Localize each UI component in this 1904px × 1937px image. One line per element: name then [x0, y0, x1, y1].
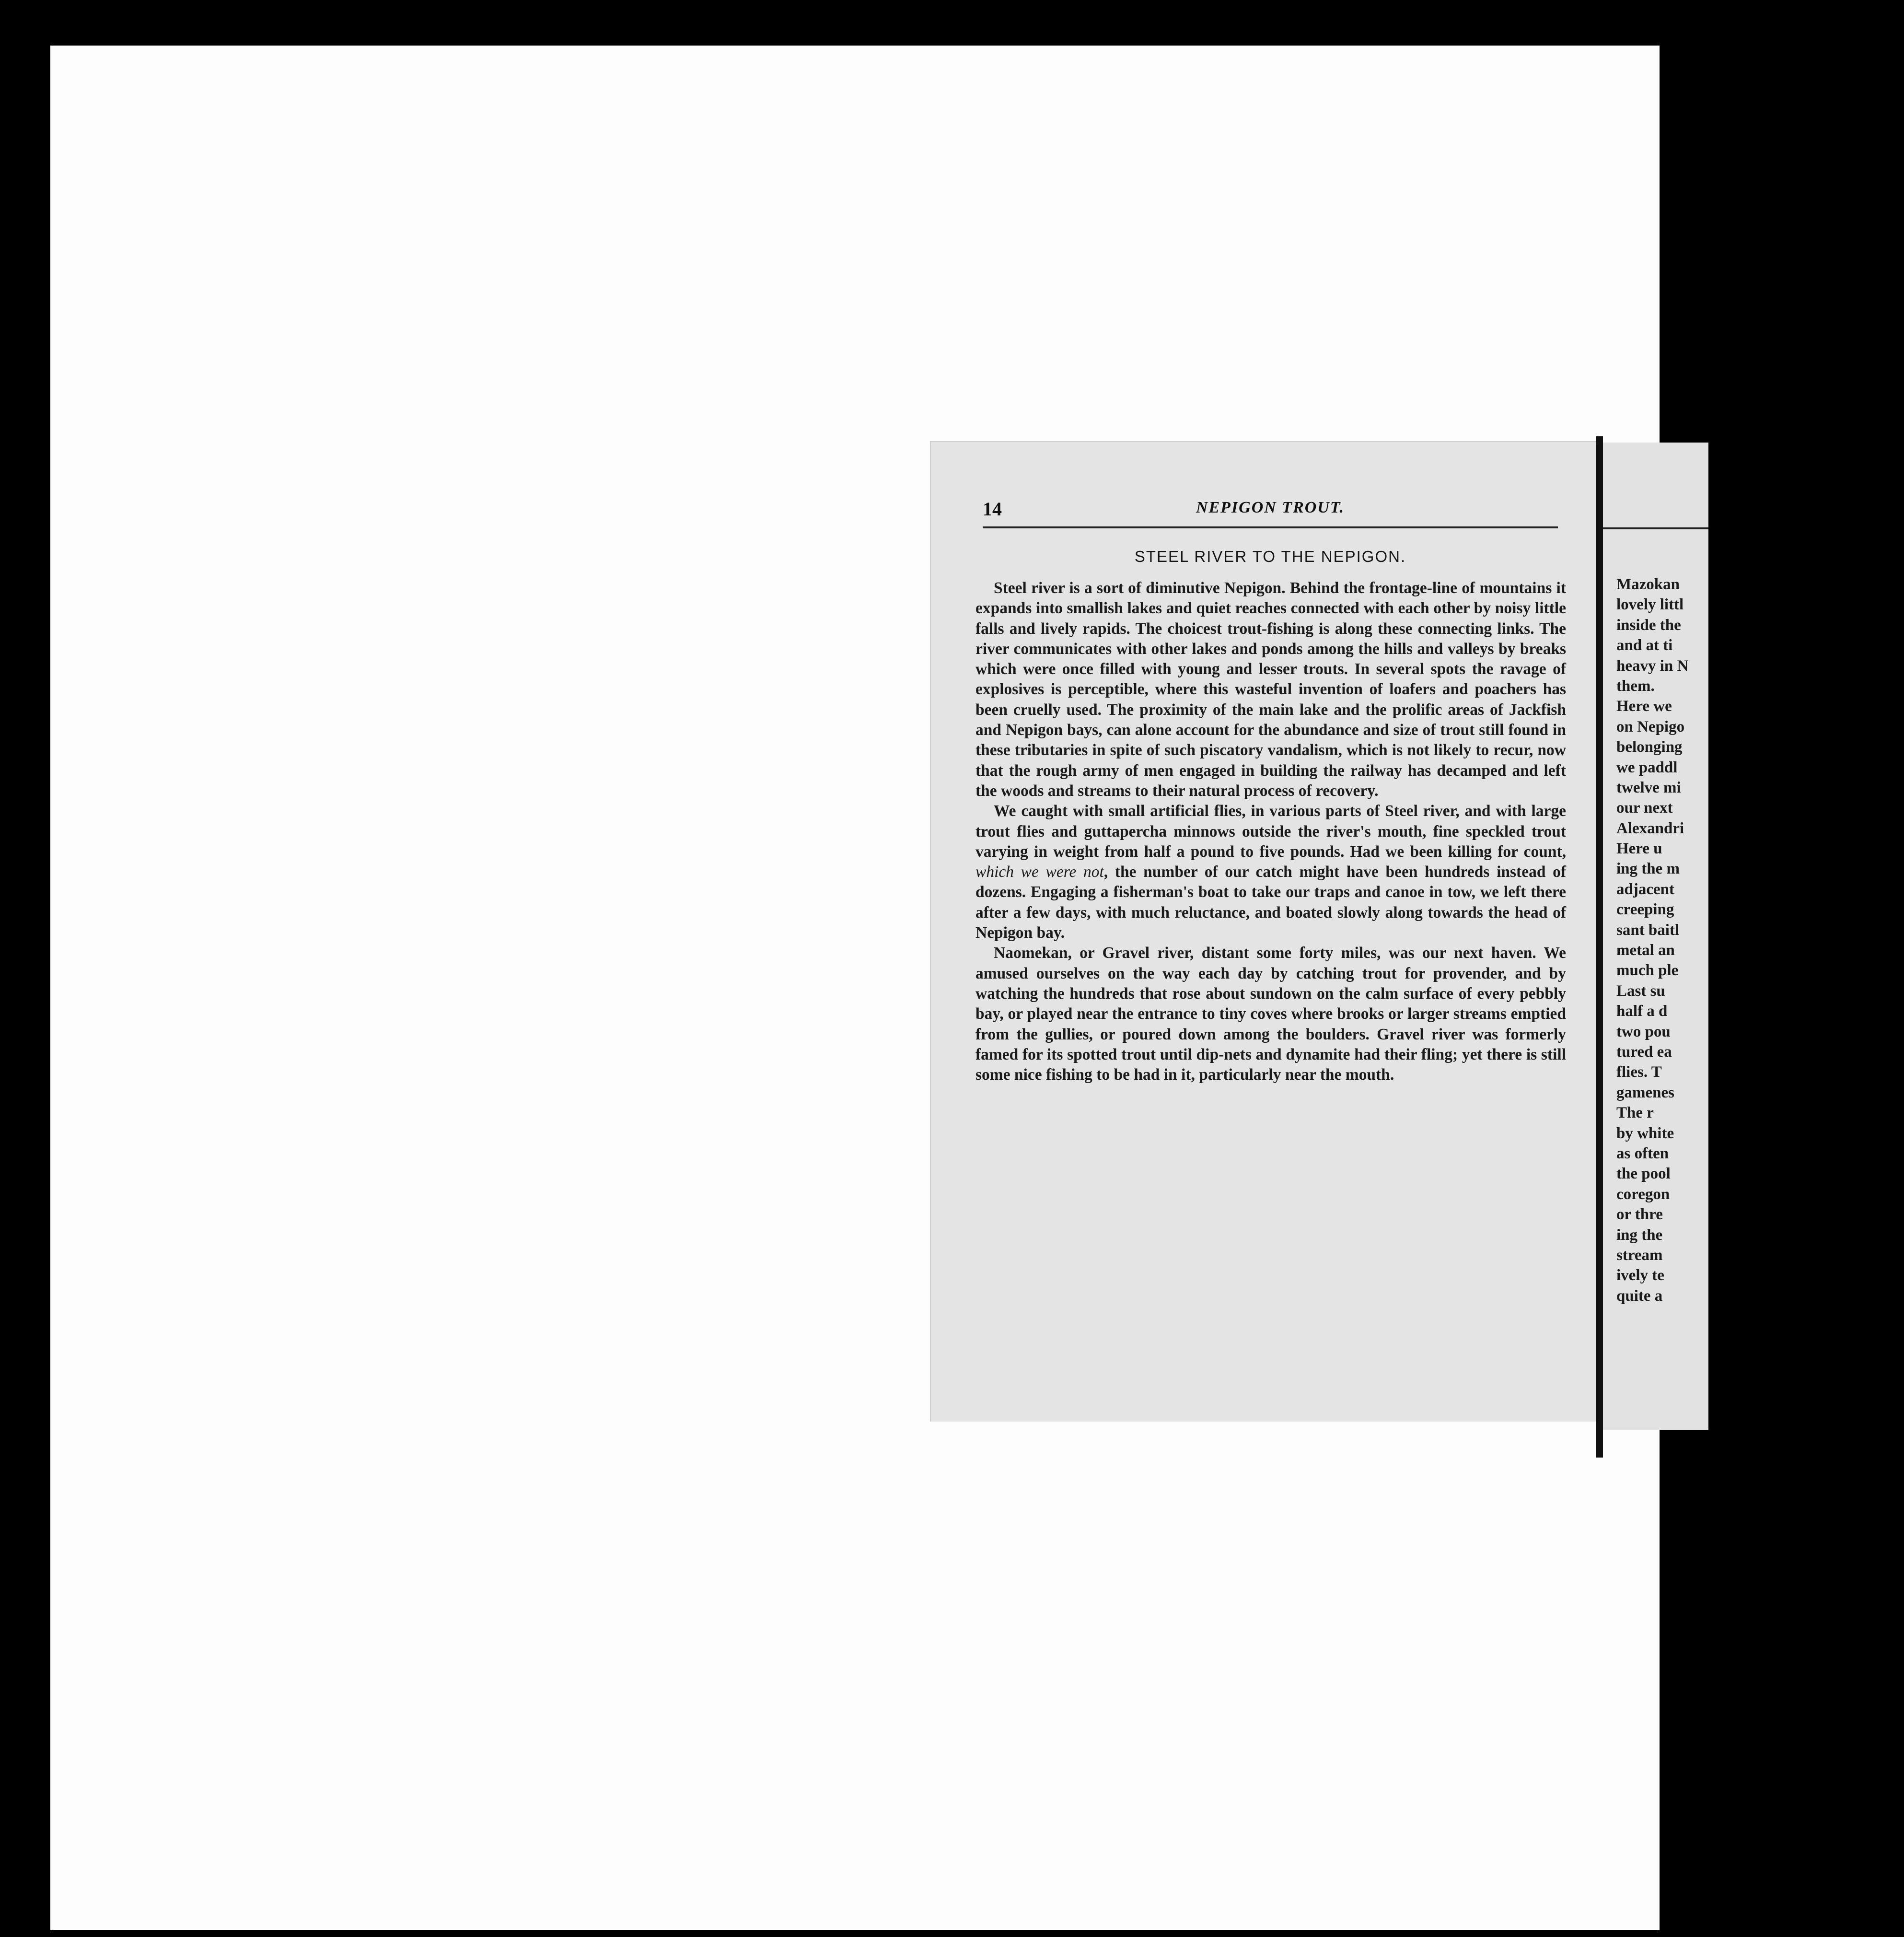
text-line-fragment: tured ea — [1616, 1043, 1672, 1061]
paragraph-text: We caught with small artificial flies, in various parts of Steel river, and with large trout flies and guttapercha minnows outside the river's mouth, fine speckled trout varying in weight from half a pound to five pounds. Had we been killing for count, — [975, 802, 1566, 861]
text-line-fragment: two pou — [1616, 1023, 1671, 1040]
text-line-fragment: our next — [1616, 799, 1673, 817]
text-line-fragment: much ple — [1616, 962, 1679, 980]
text-line-fragment: flies. T — [1616, 1063, 1662, 1081]
section-heading: STEEL RIVER TO THE NEPIGON. — [1134, 548, 1406, 565]
text-line-fragment: stream — [1616, 1246, 1663, 1264]
text-line-fragment: heavy in N — [1616, 657, 1689, 675]
header-rule — [983, 526, 1558, 528]
text-line-fragment: Here we — [1616, 698, 1672, 715]
running-title: NEPIGON TROUT. — [1196, 499, 1345, 516]
text-line-fragment: inside the — [1616, 616, 1681, 634]
text-line-fragment: them. — [1616, 677, 1655, 695]
microfilm-frame — [50, 46, 1689, 1930]
text-line-fragment: belonging — [1616, 738, 1683, 756]
book-page-right-cropped — [1603, 443, 1708, 1430]
text-line-fragment: and at ti — [1616, 637, 1673, 654]
header-rule — [1603, 527, 1708, 529]
text-line-fragment: the pool — [1616, 1165, 1671, 1183]
running-head — [930, 441, 1599, 520]
text-line-fragment: ing the — [1616, 1226, 1663, 1244]
text-line-fragment: half a d — [1616, 1003, 1668, 1020]
text-line-fragment: Here u — [1616, 840, 1662, 858]
paragraph: Naomekan, or Gravel river, distant some forty miles, was our next haven. We amused ourselves on the way each day by catching trout for provender, and by watching the hundreds that rose about sundown on the calm surface of every pebbly bay, or played near the entrance to tiny coves where brooks or larger streams emptied from the gullies, or poured down among the boulders. Gravel river was formerly famed for its spotted trout until dip-nets and dynamite had their fling; yet there is still some nice fishing to be had in it, particularly near the mouth. — [975, 944, 1566, 1084]
book-spine — [1596, 436, 1603, 1458]
text-line-fragment: Alexandri — [1616, 819, 1684, 837]
text-line-fragment: or thre — [1616, 1206, 1663, 1224]
text-line-fragment: ively te — [1616, 1267, 1664, 1284]
text-line-fragment: as often — [1616, 1144, 1669, 1162]
body-text — [975, 578, 1566, 1085]
book-page-left — [930, 441, 1599, 1422]
text-line-fragment: sant baitl — [1616, 921, 1680, 939]
text-line-fragment: twelve mi — [1616, 779, 1681, 796]
paragraph — [975, 801, 1566, 943]
text-line-fragment: gamenes — [1616, 1084, 1674, 1101]
text-line-fragment: ing the m — [1616, 860, 1680, 878]
text-line-fragment: coregon — [1616, 1185, 1670, 1203]
text-line-fragment: quite a — [1616, 1287, 1663, 1305]
text-line-fragment: by white — [1616, 1124, 1674, 1142]
text-line-fragment: metal an — [1616, 942, 1675, 959]
text-line-fragment: The r — [1616, 1104, 1654, 1122]
paragraph: Steel river is a sort of diminutive Nepigon. Behind the frontage-line of mountains it expands into smallish lakes and quiet reaches connected with each other by noisy little falls and lively rapids. The choicest trout-fishing is along these connecting links. The river communicates with other lakes and ponds among the hills and valleys by breaks which were once filled with young and lesser trouts. In several spots the ravage of explosives is perceptible, where this wasteful invention of loafers and poachers has been cruelly used. The proximity of the main lake and the prolific areas of Jackfish and Nepigon bays, can alone account for the abundance and size of trout still found in these tributaries in spite of such piscatory vandalism, which is not likely to recur, now that the rough army of men engaged in building the railway has decamped and left the woods and streams to their natural process of recovery. — [975, 579, 1566, 800]
text-line-fragment: Mazokan — [1616, 576, 1680, 593]
cropped-text-column — [1616, 574, 1904, 1306]
text-line-fragment: we paddl — [1616, 758, 1678, 776]
text-line-fragment: adjacent — [1616, 880, 1674, 898]
page-number: 14 — [983, 498, 1002, 520]
paragraph-text: , the number of our catch might have been hundreds instead of dozens. Engaging a fisherman's boat to take our traps and canoe in tow, we left there after a few days, with much reluctance, and boated slowly along towards the head of Nepigon bay. — [975, 863, 1567, 942]
text-line-fragment: on Nepigo — [1616, 718, 1685, 735]
italic-phrase: which we were not — [975, 863, 1104, 881]
text-line-fragment: lovely littl — [1616, 596, 1684, 614]
text-line-fragment: Last su — [1616, 982, 1665, 1000]
text-line-fragment: creeping — [1616, 901, 1674, 919]
